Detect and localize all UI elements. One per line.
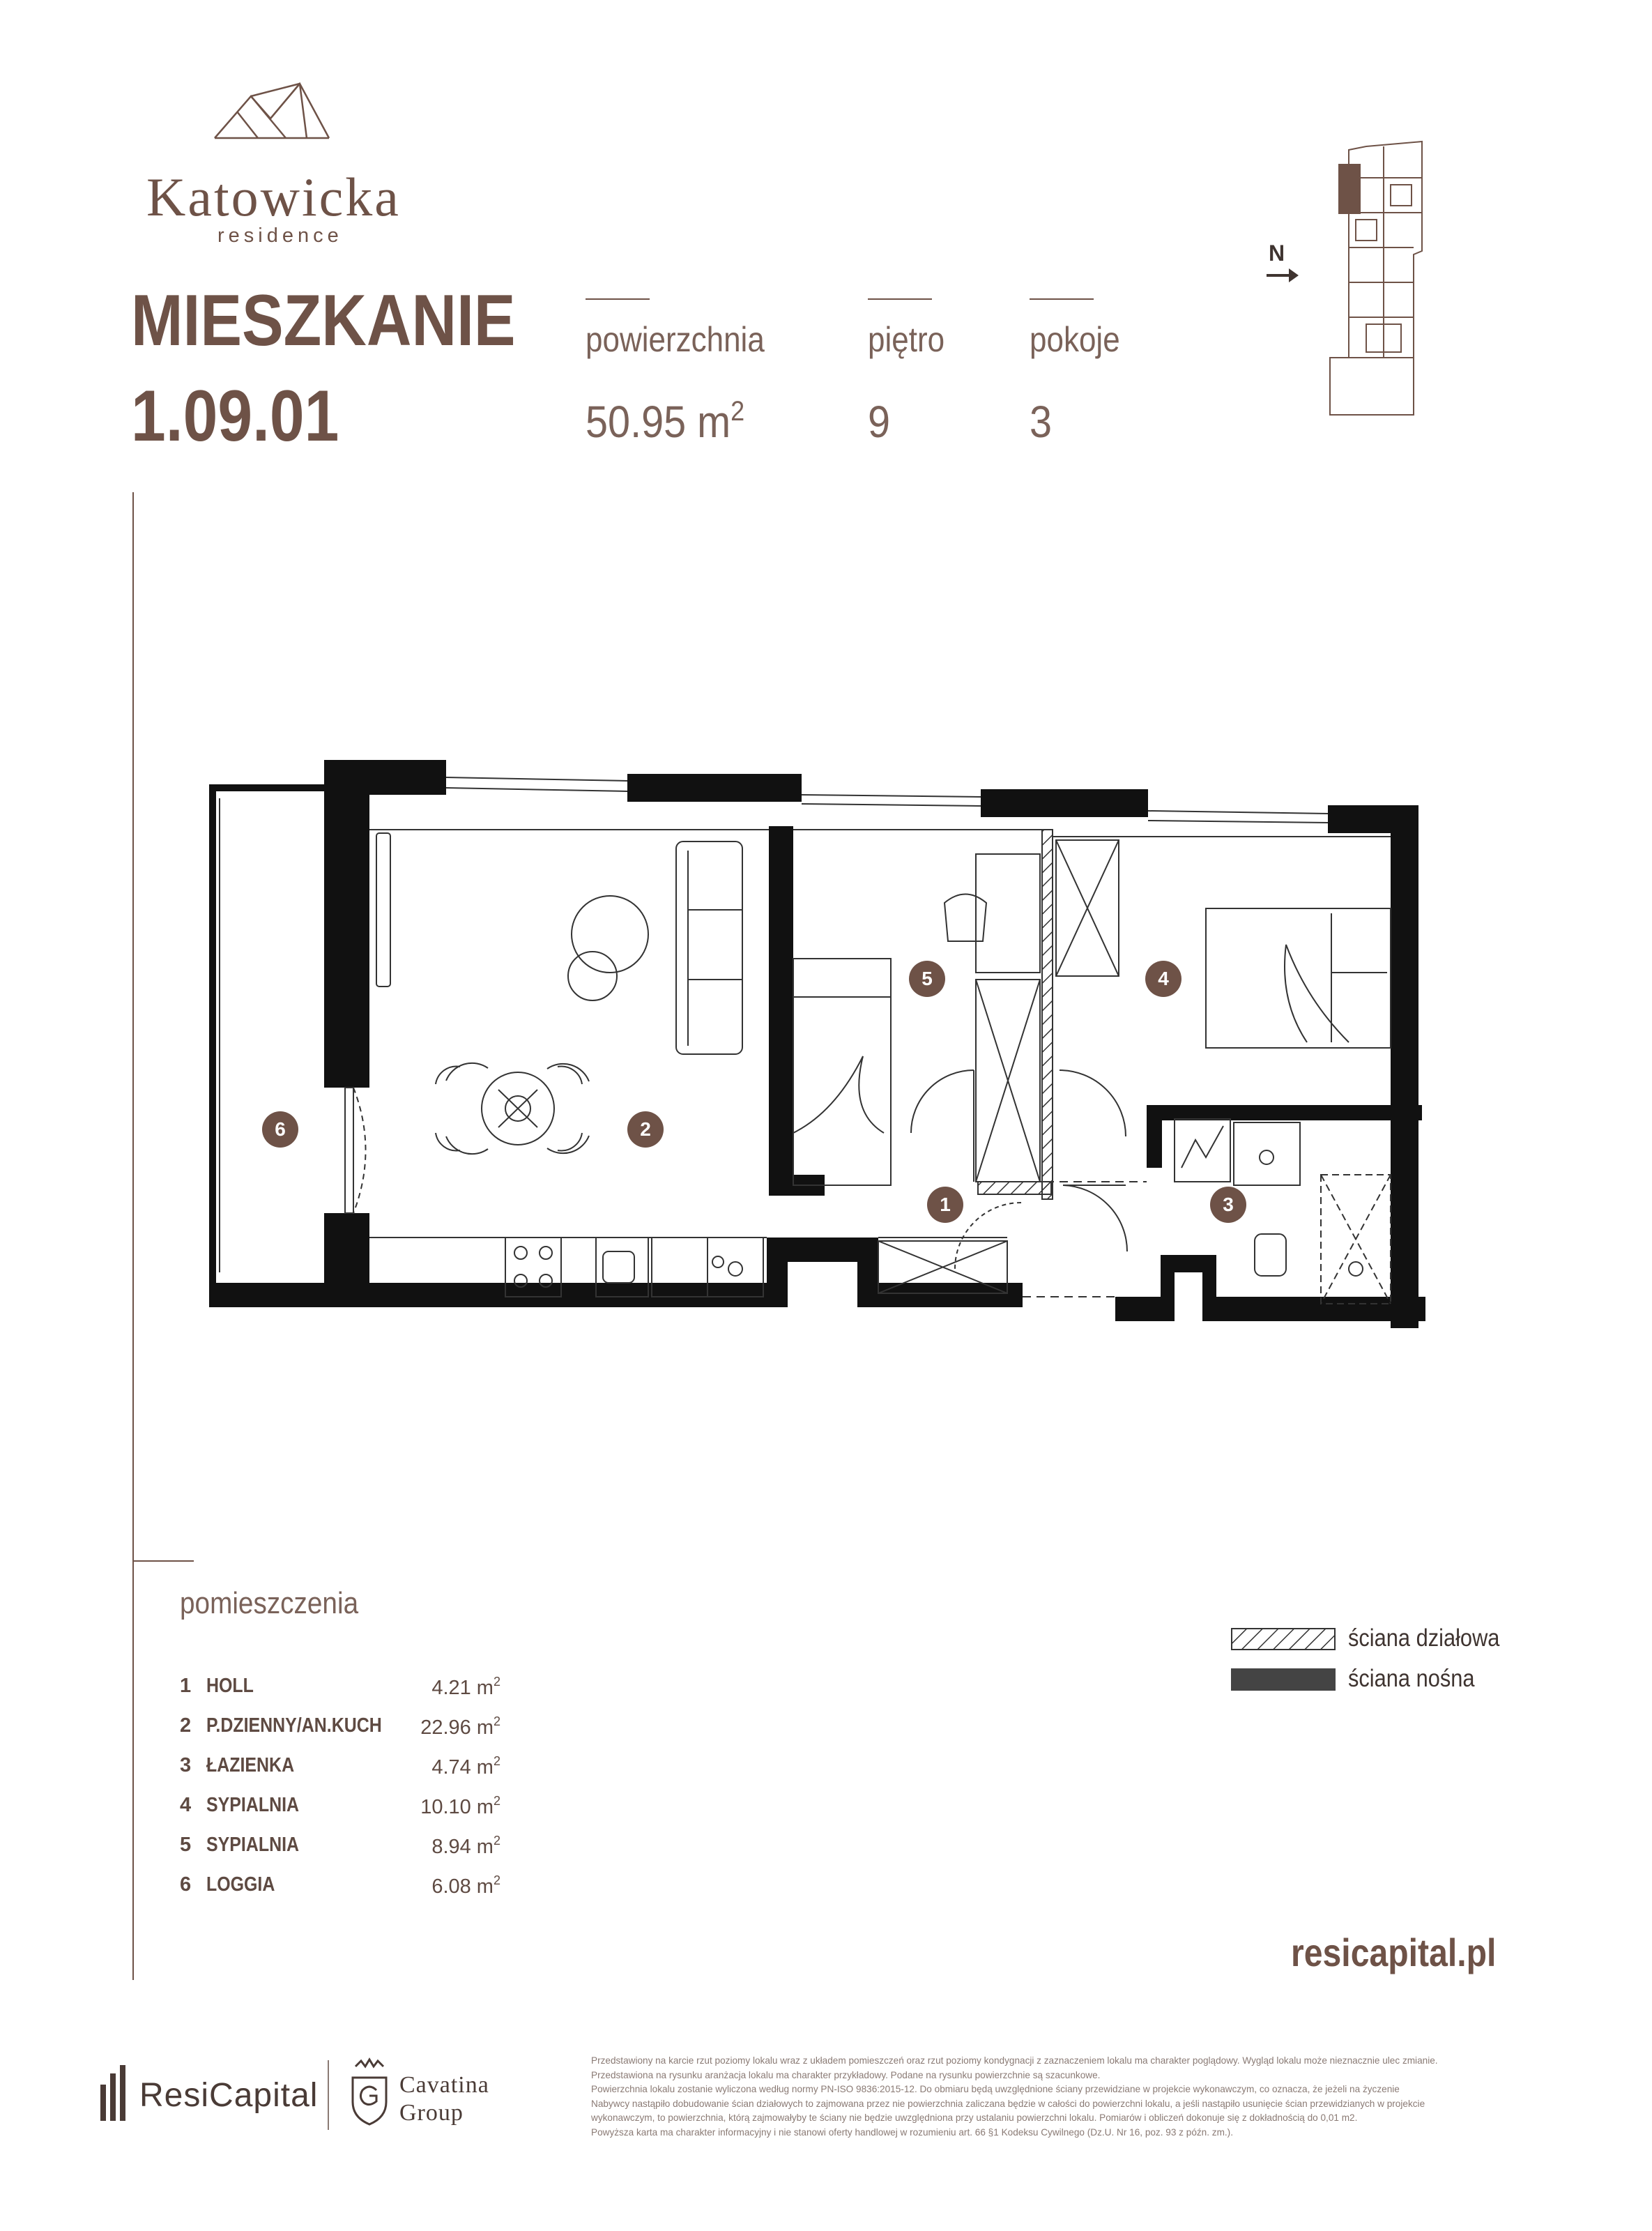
cavatina-crest-icon — [347, 2057, 392, 2126]
load-bearing-wall-swatch — [1231, 1668, 1336, 1691]
partition-wall-swatch-icon — [1231, 1628, 1336, 1650]
left-rule-tick — [132, 1560, 194, 1562]
disclaimer — [591, 2054, 1497, 2140]
left-rule — [132, 492, 134, 1980]
compass-label: N — [1269, 241, 1285, 266]
room-row: 5 SYPIALNIA 8.94 $m^2$ — [180, 1834, 500, 1858]
stat-rooms-value: 3 — [1030, 397, 1053, 447]
room-row: 6 LOGGIA 6.08 $m^2$ — [180, 1873, 500, 1898]
website-link[interactable]: resicapital.pl — [1291, 1931, 1497, 1974]
stat-rooms-label: pokoje — [1030, 320, 1120, 359]
room-marker-2: 2 — [627, 1111, 664, 1148]
room-row: 3 ŁAZIENKA 4.74 $m^2$ — [180, 1754, 500, 1779]
cavatina-logo-line1: Cavatina — [399, 2072, 489, 2098]
apartment-number: 1.09.01 — [131, 376, 339, 457]
resicapital-logo-icon — [98, 2064, 132, 2123]
footer-divider — [328, 2060, 329, 2130]
stat-floor-value: 9 — [868, 397, 891, 447]
disclaimer-line: Nabywcy nastąpiło dobudowanie ścian działowych to zajmowana przez nie powierzchnia zaliczana będzie w całości do powierzchni lokalu, a jeśli nastąpiło usunięcie ścian przewidzianych w projekcie — [591, 2098, 1425, 2109]
room-row: 2 P.DZIENNY/AN.KUCH 22.96 $m^2$ — [180, 1714, 500, 1739]
resicapital-logo-text: ResiCapital — [139, 2077, 319, 2114]
legend-partition-label: ściana działowa — [1348, 1624, 1500, 1652]
floor-plan — [206, 756, 1425, 1328]
load-bearing-walls — [209, 760, 1425, 1328]
cavatina-logo-line2: Group — [399, 2100, 464, 2126]
room-marker-3: 3 — [1210, 1187, 1246, 1223]
compass-arrow-icon — [1265, 265, 1300, 286]
apartment-label: MIESZKANIE — [131, 280, 516, 361]
partition-walls — [978, 830, 1053, 1199]
room-marker-4: 4 — [1145, 961, 1181, 997]
stat-rule — [1030, 298, 1094, 300]
disclaimer-line: Przedstawiona na rysunku aranżacja lokalu ma charakter przykładowy. Podane na rysunku powierzchnie są szacunkowe. — [591, 2069, 1101, 2080]
room-marker-1: 1 — [927, 1187, 963, 1223]
stat-area-label: powierzchnia — [586, 320, 765, 359]
brand-name: Katowicka — [146, 167, 401, 227]
room-row: 1 HOLL 4.21 $m^2$ — [180, 1675, 500, 1699]
disclaimer-line: Przedstawiony na karcie rzut poziomy lokalu wraz z układem pomieszczeń oraz rzut poziomy kondygnacji z zaznaczeniem lokalu ma charakter poglądowy. Wygląd lokalu może nieznacznie ulec zmianie. — [591, 2055, 1438, 2066]
room-row: 4 SYPIALNIA 10.10 $m^2$ — [180, 1794, 500, 1818]
stat-rule — [586, 298, 650, 300]
legend-load-bearing-label: ściana nośna — [1348, 1665, 1475, 1692]
stat-floor-label: piętro — [868, 320, 945, 359]
brand-subtitle: residence — [217, 224, 343, 247]
disclaimer-line: wykonawczym, to powierzchnia, którą zajmowałyby te ściany nie będzie uwzględniona przy ustalaniu powierzchni lokalu. Pomiarów i obliczeń dokonuje się z dokładnością do 0,01 m2. — [591, 2112, 1358, 2123]
rooms-heading: pomieszczenia — [180, 1586, 359, 1620]
key-plan-icon — [1324, 136, 1429, 422]
room-marker-6: 6 — [262, 1111, 298, 1148]
mountain-logo-icon — [209, 77, 335, 143]
stat-rule — [868, 298, 932, 300]
disclaimer-line: Powierzchnia lokalu zostanie wyliczona według normy PN-ISO 9836:2015-12. Do obmiaru będą uwzględnione ściany przewidziane w projekcie wykonawczym, co oznacza, że jeżeli na życzenie — [591, 2084, 1400, 2094]
stat-area-value: 50.95 $m^2$ — [586, 396, 745, 447]
disclaimer-line: Powyższa karta ma charakter informacyjny i nie stanowi oferty handlowej w rozumieniu art. 66 §1 Kodeksu Cywilnego (Dz.U. Nr 16, poz. 93 z późn. zm.). — [591, 2126, 1233, 2138]
room-marker-5: 5 — [909, 961, 945, 997]
